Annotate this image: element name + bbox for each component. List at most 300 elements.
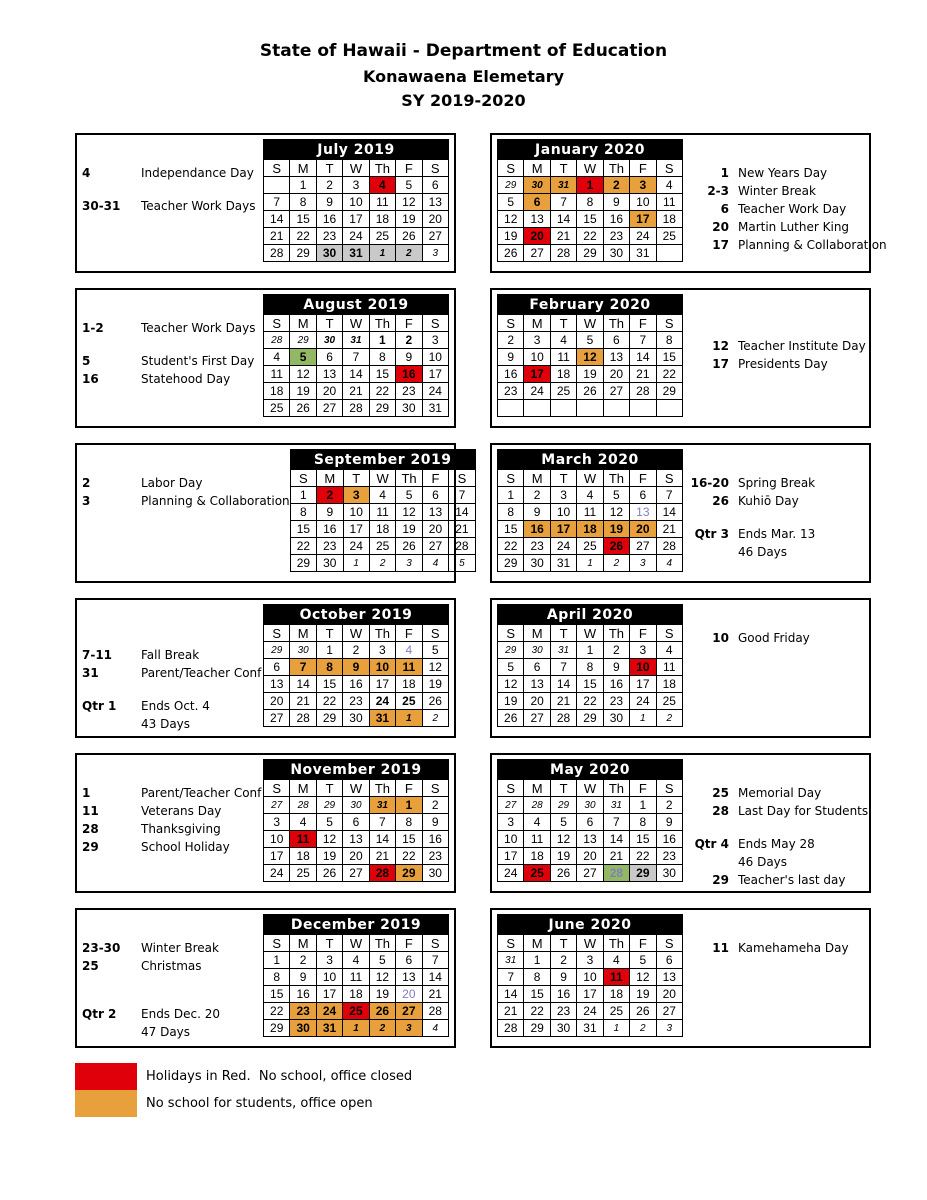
date-cell: 6 <box>343 814 369 831</box>
annotation-row <box>82 319 263 337</box>
date-cell: 22 <box>290 538 316 555</box>
date-cell: 1 <box>396 710 422 727</box>
annotation-row <box>683 871 868 889</box>
page-title-line1: State of Hawaii - Department of Education <box>259 41 668 61</box>
annotation-number: 4 <box>82 166 91 180</box>
week-row <box>264 659 449 676</box>
date-cell: 6 <box>396 952 422 969</box>
day-header-cell: M <box>290 625 316 642</box>
date-cell: 1 <box>316 642 342 659</box>
month-title-row <box>498 915 683 935</box>
date-cell: 23 <box>603 228 629 245</box>
annotation-row <box>683 629 864 647</box>
date-cell: 9 <box>343 659 369 676</box>
annotation-number: 28 <box>712 804 729 818</box>
date-cell: 19 <box>290 383 316 400</box>
date-cell: 16 <box>524 521 550 538</box>
date-cell: 19 <box>369 986 395 1003</box>
date-cell: 30 <box>524 642 550 659</box>
date-cell: 13 <box>264 676 290 693</box>
date-cell: 27 <box>524 245 550 262</box>
date-cell: 12 <box>498 676 524 693</box>
date-cell: 9 <box>422 814 448 831</box>
date-cell: 5 <box>396 177 422 194</box>
day-header-cell: M <box>524 160 550 177</box>
date-cell: 24 <box>498 865 524 882</box>
day-header-row <box>264 315 449 332</box>
annotation-number: 28 <box>82 822 99 836</box>
day-header-cell: S <box>498 935 524 952</box>
day-header-cell: T <box>550 780 576 797</box>
date-cell: 1 <box>524 952 550 969</box>
day-header-row <box>264 935 449 952</box>
date-cell: 20 <box>630 521 656 538</box>
date-cell: 11 <box>264 366 290 383</box>
date-cell: 31 <box>343 332 369 349</box>
month-box-january-2020 <box>490 133 887 273</box>
day-header-cell: S <box>498 470 524 487</box>
date-cell: 22 <box>498 538 524 555</box>
date-cell: 6 <box>524 659 550 676</box>
date-cell: 31 <box>369 710 395 727</box>
legend-swatch-red <box>75 1063 137 1090</box>
week-row <box>498 1003 683 1020</box>
date-cell: 12 <box>290 366 316 383</box>
day-header-cell: Th <box>603 315 629 332</box>
annotation-number: 3 <box>82 494 91 508</box>
date-cell: 7 <box>422 952 448 969</box>
day-header-cell: S <box>498 625 524 642</box>
day-header-cell: W <box>343 160 369 177</box>
date-cell: 4 <box>656 177 682 194</box>
date-cell: 22 <box>369 383 395 400</box>
week-row <box>264 693 449 710</box>
annotation-spacer <box>82 682 263 697</box>
date-cell: 2 <box>550 952 576 969</box>
day-header-cell: W <box>577 160 603 177</box>
date-cell: 28 <box>603 865 629 882</box>
date-cell: 8 <box>369 349 395 366</box>
date-cell: 18 <box>369 521 395 538</box>
date-cell: 1 <box>630 710 656 727</box>
date-cell: 28 <box>422 1003 448 1020</box>
date-cell: 23 <box>524 538 550 555</box>
week-row <box>498 228 683 245</box>
day-header-cell: W <box>343 780 369 797</box>
day-header-cell: Th <box>603 470 629 487</box>
day-header-cell: F <box>422 470 448 487</box>
day-header-row <box>498 625 683 642</box>
date-cell: 7 <box>656 487 682 504</box>
date-cell: 11 <box>577 504 603 521</box>
week-row <box>264 848 449 865</box>
day-header-cell: M <box>317 470 343 487</box>
annotation-row <box>683 939 864 957</box>
date-cell: 29 <box>577 245 603 262</box>
calendar-june-2020 <box>497 914 683 1046</box>
day-header-cell: F <box>396 935 422 952</box>
week-row <box>498 676 683 693</box>
day-header-cell: S <box>264 315 290 332</box>
date-cell: 17 <box>577 986 603 1003</box>
date-cell: 20 <box>396 986 422 1003</box>
date-cell: 15 <box>577 211 603 228</box>
legend-label: No school for students, office open <box>146 1096 373 1111</box>
annotation-label: Planning & Collaboration <box>141 494 290 508</box>
date-cell: 26 <box>290 400 316 417</box>
annotation-row <box>82 784 263 802</box>
date-cell: 20 <box>316 383 342 400</box>
day-header-cell: S <box>656 160 682 177</box>
date-cell: 23 <box>550 1003 576 1020</box>
week-row <box>498 797 683 814</box>
date-cell: 20 <box>577 848 603 865</box>
date-cell: 5 <box>369 952 395 969</box>
week-row <box>264 245 449 262</box>
date-cell: 5 <box>498 194 524 211</box>
annotation-label: Teacher Work Days <box>141 199 256 213</box>
date-cell: 11 <box>524 831 550 848</box>
date-cell: 14 <box>343 366 369 383</box>
annotation-number: 2 <box>82 476 91 490</box>
date-cell: 29 <box>577 710 603 727</box>
date-cell: 21 <box>656 521 682 538</box>
annotation-label: Spring Break <box>738 476 816 490</box>
date-cell: 9 <box>603 659 629 676</box>
week-row <box>264 676 449 693</box>
annotation-label: Kamehameha Day <box>738 941 849 955</box>
date-cell: 16 <box>422 831 448 848</box>
date-cell: 12 <box>550 831 576 848</box>
annotation-label: Teacher Work Day <box>738 202 847 216</box>
calendar-grid <box>75 133 887 1048</box>
date-cell: 29 <box>656 383 682 400</box>
date-cell: 14 <box>550 211 576 228</box>
day-header-cell: T <box>550 625 576 642</box>
date-cell: 19 <box>550 848 576 865</box>
day-header-cell: Th <box>603 160 629 177</box>
date-cell: 18 <box>396 676 422 693</box>
date-cell: 27 <box>577 865 603 882</box>
annotation-row <box>82 939 263 957</box>
date-cell: 18 <box>577 521 603 538</box>
day-header-cell: M <box>290 315 316 332</box>
date-cell: 11 <box>369 504 395 521</box>
date-cell: 10 <box>343 504 369 521</box>
date-cell: 29 <box>369 400 395 417</box>
date-cell: 8 <box>577 659 603 676</box>
date-cell: 26 <box>316 865 342 882</box>
annotations-july-2019 <box>82 135 263 271</box>
date-cell: 26 <box>369 1003 395 1020</box>
day-header-cell: S <box>656 470 682 487</box>
date-cell: 24 <box>550 538 576 555</box>
date-cell: 2 <box>603 177 629 194</box>
week-row <box>498 693 683 710</box>
date-cell: 22 <box>264 1003 290 1020</box>
date-cell: 10 <box>550 504 576 521</box>
day-header-cell: M <box>524 315 550 332</box>
date-cell: 17 <box>630 676 656 693</box>
date-cell: 2 <box>524 487 550 504</box>
date-cell: 21 <box>550 228 576 245</box>
date-cell: 18 <box>603 986 629 1003</box>
date-cell: 28 <box>343 400 369 417</box>
annotation-row <box>82 164 263 182</box>
date-cell: 7 <box>369 814 395 831</box>
calendar-table-january-2020 <box>497 139 683 262</box>
date-cell: 30 <box>290 1020 316 1037</box>
month-title-july-2019: July 2019 <box>264 140 449 160</box>
day-header-cell: M <box>524 935 550 952</box>
day-header-cell: Th <box>369 935 395 952</box>
date-cell: 2 <box>369 1020 395 1037</box>
date-cell: 28 <box>498 1020 524 1037</box>
date-cell: 2 <box>656 710 682 727</box>
annotation-number <box>82 1023 126 1041</box>
date-cell: 9 <box>524 504 550 521</box>
date-cell: 31 <box>316 1020 342 1037</box>
date-cell: 3 <box>577 952 603 969</box>
date-cell: 23 <box>396 383 422 400</box>
date-cell: 13 <box>577 831 603 848</box>
month-title-april-2020: April 2020 <box>498 605 683 625</box>
date-cell: 8 <box>498 504 524 521</box>
annotations-november-2019 <box>82 755 263 891</box>
date-cell: 18 <box>264 383 290 400</box>
date-cell: 31 <box>498 952 524 969</box>
date-cell: 2 <box>396 332 422 349</box>
date-cell: 13 <box>422 194 448 211</box>
week-row <box>264 865 449 882</box>
day-header-row <box>264 780 449 797</box>
date-cell: 2 <box>656 797 682 814</box>
date-cell: 3 <box>550 487 576 504</box>
day-header-row <box>498 935 683 952</box>
day-header-cell: W <box>577 315 603 332</box>
date-cell: 22 <box>630 848 656 865</box>
annotation-number: 12 <box>712 339 729 353</box>
month-title-row <box>498 605 683 625</box>
date-cell <box>603 400 629 417</box>
annotation-label: School Holiday <box>141 840 230 854</box>
date-cell: 31 <box>550 177 576 194</box>
date-cell: 9 <box>656 814 682 831</box>
date-cell: 10 <box>369 659 395 676</box>
legend-swatch-orange <box>75 1090 137 1117</box>
day-header-cell: W <box>343 315 369 332</box>
date-cell: 23 <box>603 693 629 710</box>
date-cell: 25 <box>396 693 422 710</box>
date-cell: 2 <box>396 245 422 262</box>
date-cell: 13 <box>524 211 550 228</box>
calendar-table-december-2019 <box>263 914 449 1037</box>
date-cell: 9 <box>316 194 342 211</box>
day-header-cell: S <box>264 160 290 177</box>
date-cell: 14 <box>264 211 290 228</box>
date-cell: 28 <box>656 538 682 555</box>
annotation-number: 6 <box>720 202 729 216</box>
date-cell: 24 <box>264 865 290 882</box>
date-cell: 17 <box>630 211 656 228</box>
date-cell: 29 <box>630 865 656 882</box>
month-box-february-2020 <box>490 288 871 428</box>
date-cell: 1 <box>603 1020 629 1037</box>
date-cell: 19 <box>603 521 629 538</box>
date-cell: 22 <box>656 366 682 383</box>
date-cell: 8 <box>396 814 422 831</box>
date-cell: 21 <box>449 521 475 538</box>
date-cell: 12 <box>577 349 603 366</box>
week-row <box>264 710 449 727</box>
date-cell: 24 <box>630 228 656 245</box>
annotations-january-2020 <box>683 135 887 271</box>
annotation-number: Qtr 1 <box>82 699 117 713</box>
date-cell: 24 <box>422 383 448 400</box>
annotations-october-2019 <box>82 600 263 736</box>
date-cell: 8 <box>577 194 603 211</box>
page-title-line3: SY 2019-2020 <box>401 91 526 110</box>
month-title-september-2019: September 2019 <box>290 450 475 470</box>
date-cell: 17 <box>422 366 448 383</box>
date-cell: 29 <box>290 245 316 262</box>
week-row <box>264 332 449 349</box>
month-box-november-2019 <box>75 753 456 893</box>
date-cell: 22 <box>396 848 422 865</box>
day-header-cell: S <box>656 780 682 797</box>
day-header-cell: F <box>396 160 422 177</box>
date-cell: 23 <box>498 383 524 400</box>
annotation-label: Winter Break <box>738 184 816 198</box>
date-cell: 25 <box>369 538 395 555</box>
date-cell: 7 <box>630 332 656 349</box>
date-cell <box>656 400 682 417</box>
annotation-label: Presidents Day <box>738 357 828 371</box>
date-cell: 5 <box>290 349 316 366</box>
date-cell: 4 <box>343 952 369 969</box>
annotation-label: Student's First Day <box>141 354 255 368</box>
date-cell: 10 <box>524 349 550 366</box>
date-cell: 9 <box>498 349 524 366</box>
date-cell: 3 <box>630 642 656 659</box>
week-row <box>498 814 683 831</box>
calendar-table-august-2019 <box>263 294 449 417</box>
date-cell: 10 <box>498 831 524 848</box>
annotation-number: 16 <box>82 372 99 386</box>
date-cell: 8 <box>524 969 550 986</box>
calendar-july-2019 <box>263 139 449 271</box>
date-cell: 15 <box>524 986 550 1003</box>
date-cell: 23 <box>290 1003 316 1020</box>
calendar-table-may-2020 <box>497 759 683 882</box>
date-cell: 5 <box>498 659 524 676</box>
date-cell: 27 <box>498 797 524 814</box>
date-cell: 3 <box>630 555 656 572</box>
date-cell: 29 <box>290 555 316 572</box>
month-title-may-2020: May 2020 <box>498 760 683 780</box>
date-cell: 4 <box>550 332 576 349</box>
date-cell: 4 <box>290 814 316 831</box>
date-cell: 21 <box>630 366 656 383</box>
day-header-cell: M <box>290 780 316 797</box>
date-cell: 15 <box>316 676 342 693</box>
day-header-cell: Th <box>369 780 395 797</box>
date-cell: 3 <box>396 555 422 572</box>
date-cell: 4 <box>264 349 290 366</box>
annotation-row <box>82 957 263 975</box>
date-cell: 7 <box>264 194 290 211</box>
date-cell: 12 <box>316 831 342 848</box>
date-cell: 31 <box>343 245 369 262</box>
legend-label: Holidays in Red. No school, office closed <box>146 1069 413 1084</box>
annotation-row <box>683 218 887 236</box>
date-cell: 23 <box>343 693 369 710</box>
day-header-cell: Th <box>603 935 629 952</box>
annotation-row <box>683 525 864 543</box>
date-cell: 1 <box>343 1020 369 1037</box>
annotation-label: Ends Oct. 4 <box>141 699 210 713</box>
day-header-cell: W <box>343 935 369 952</box>
month-title-row <box>264 295 449 315</box>
annotation-number: 20 <box>712 220 729 234</box>
week-row <box>264 349 449 366</box>
month-title-row <box>264 140 449 160</box>
day-header-cell: W <box>577 470 603 487</box>
date-cell: 21 <box>343 383 369 400</box>
date-cell: 30 <box>317 555 343 572</box>
date-cell: 13 <box>630 504 656 521</box>
date-cell: 30 <box>290 642 316 659</box>
page-title-line2: Konawaena Elemetary <box>362 67 565 86</box>
date-cell: 5 <box>577 332 603 349</box>
date-cell: 21 <box>603 848 629 865</box>
day-header-cell: S <box>656 625 682 642</box>
month-box-april-2020 <box>490 598 871 738</box>
week-row <box>498 969 683 986</box>
date-cell: 17 <box>498 848 524 865</box>
date-cell <box>550 400 576 417</box>
date-cell: 8 <box>264 969 290 986</box>
week-row <box>264 177 449 194</box>
date-cell: 30 <box>603 245 629 262</box>
date-cell: 29 <box>290 332 316 349</box>
date-cell: 22 <box>316 693 342 710</box>
date-cell: 30 <box>656 865 682 882</box>
date-cell: 17 <box>343 521 369 538</box>
week-row <box>498 659 683 676</box>
date-cell: 14 <box>290 676 316 693</box>
date-cell: 19 <box>316 848 342 865</box>
date-cell: 21 <box>369 848 395 865</box>
day-header-cell: Th <box>369 625 395 642</box>
date-cell: 29 <box>498 177 524 194</box>
annotation-label: 46 Days <box>738 545 788 559</box>
day-header-cell: W <box>369 470 395 487</box>
date-cell: 30 <box>343 797 369 814</box>
day-header-row <box>498 160 683 177</box>
date-cell: 21 <box>422 986 448 1003</box>
month-box-june-2020 <box>490 908 871 1048</box>
date-cell: 2 <box>603 555 629 572</box>
date-cell: 3 <box>422 245 448 262</box>
calendar-december-2019 <box>263 914 449 1046</box>
annotation-row <box>683 802 868 820</box>
date-cell: 11 <box>656 659 682 676</box>
annotation-number: 11 <box>712 941 729 955</box>
date-cell: 16 <box>290 986 316 1003</box>
day-header-cell: T <box>550 315 576 332</box>
date-cell: 25 <box>550 383 576 400</box>
